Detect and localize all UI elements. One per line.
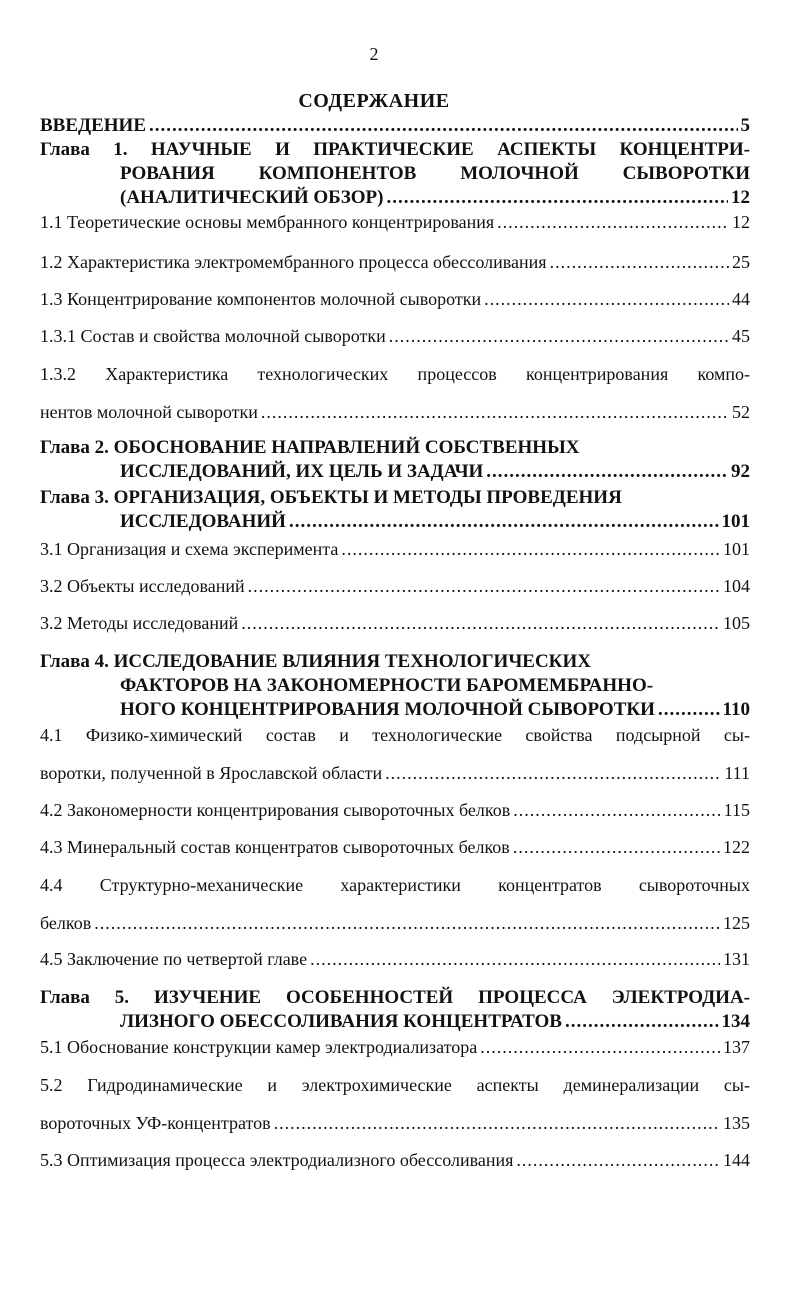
toc-entry-1-3-1 — [40, 324, 750, 348]
toc-entry-title-line: ИССЛЕДОВАНИЙ, ИХ ЦЕЛЬ И ЗАДАЧИ — [120, 461, 484, 482]
toc-entry-page: 12 — [732, 212, 750, 232]
toc-entry-title-line: ЛИЗНОГО ОБЕССОЛИВАНИЯ КОНЦЕНТРАТОВ — [120, 1011, 562, 1032]
toc-entry-page: 125 — [723, 913, 750, 933]
toc-entry-1-3 — [40, 287, 750, 311]
toc-entry-chapter-3 — [40, 486, 750, 534]
toc-entry-title: 4.5 Заключение по четвертой главе — [40, 949, 308, 969]
toc-entry-page: 5 — [740, 115, 750, 136]
toc-entry-page: 137 — [723, 1037, 750, 1057]
toc-entry-title-line: 5.2 Гидродинамические и электрохимические аспекты деминерализации сы- — [40, 1075, 750, 1095]
toc-entry-page: 115 — [723, 800, 750, 820]
toc-entry-intro — [40, 114, 750, 138]
toc-entry-page: 134 — [721, 1011, 750, 1032]
toc-entry-title: ВВЕДЕНИЕ — [40, 115, 146, 136]
toc-entry-1-1 — [40, 210, 750, 234]
toc-entry-page: 101 — [721, 511, 750, 532]
toc-entry-4-4 — [40, 873, 750, 935]
toc-entry-page: 135 — [723, 1113, 750, 1133]
toc-entry-5-2 — [40, 1073, 750, 1135]
toc-entry-page: 104 — [723, 576, 750, 596]
toc-entry-title: 3.2 Методы исследований — [40, 613, 239, 633]
toc-entry-title-line: ИССЛЕДОВАНИЙ — [120, 511, 286, 532]
toc-entry-title-line: вороточных УФ-концентратов — [40, 1113, 271, 1133]
toc-entry-title-line: воротки, полученной в Ярославской области — [40, 763, 383, 783]
toc-entry-title: 5.3 Оптимизация процесса электродиализного обессоливания — [40, 1150, 514, 1170]
toc-entry-page: 101 — [723, 539, 750, 559]
toc-entry-title: 1.1 Теоретические основы мембранного концентрирования — [40, 212, 495, 232]
toc-entry-title: 4.2 Закономерности концентрирования сывороточных белков — [40, 800, 511, 820]
toc-entry-page: 12 — [731, 187, 750, 208]
page-title: СОДЕРЖАНИЕ — [298, 90, 450, 112]
toc-entry-5-1 — [40, 1035, 750, 1059]
toc-entry-title-line: РОВАНИЯ КОМПОНЕНТОВ МОЛОЧНОЙ СЫВОРОТКИ — [120, 163, 750, 184]
toc-entry-title: 1.2 Характеристика электромембранного процесса обессоливания — [40, 252, 547, 272]
toc-entry-4-3 — [40, 835, 750, 859]
toc-entry-page: 131 — [723, 949, 750, 969]
toc-entry-title: 1.3 Концентрирование компонентов молочной сыворотки — [40, 289, 482, 309]
toc-entry-5-3 — [40, 1148, 750, 1172]
toc-entry-page: 105 — [723, 613, 750, 633]
toc-entry-title-line: Глава 4. ИССЛЕДОВАНИЕ ВЛИЯНИЯ ТЕХНОЛОГИЧЕСКИХ — [40, 651, 591, 672]
toc-entry-page: 45 — [732, 326, 750, 346]
toc-entry-title-line: нентов молочной сыворотки — [40, 402, 258, 422]
toc-entry-title-line: 4.1 Физико-химический состав и технологические свойства подсырной сы- — [40, 725, 750, 745]
toc-entry-4-2 — [40, 798, 750, 822]
toc-entry-page: 44 — [732, 289, 750, 309]
toc-entry-page: 110 — [722, 699, 750, 720]
toc-entry-1-3-2 — [40, 362, 750, 424]
toc-entry-4-1 — [40, 723, 750, 785]
toc-entry-title: 4.3 Минеральный состав концентратов сывороточных белков — [40, 837, 510, 857]
toc-entry-title-line: Глава 3. ОРГАНИЗАЦИЯ, ОБЪЕКТЫ И МЕТОДЫ ПРОВЕДЕНИЯ — [40, 487, 622, 508]
toc-entry-3-1 — [40, 537, 750, 561]
toc-entry-title: 5.1 Обоснование конструкции камер электродиализатора — [40, 1037, 478, 1057]
toc-entry-title-line: Глава 1. НАУЧНЫЕ И ПРАКТИЧЕСКИЕ АСПЕКТЫ КОНЦЕНТРИ- — [40, 139, 750, 160]
toc-entry-page: 122 — [723, 837, 750, 857]
toc-entry-page: 25 — [732, 252, 750, 272]
toc-entry-chapter-5 — [40, 986, 750, 1034]
toc-entry-title-line: 4.4 Структурно-механические характеристики концентратов сывороточных — [40, 875, 750, 895]
toc-entry-title: 3.2 Объекты исследований — [40, 576, 245, 596]
toc-entry-4-5 — [40, 947, 750, 971]
toc-entry-title-line: НОГО КОНЦЕНТРИРОВАНИЯ МОЛОЧНОЙ СЫВОРОТКИ — [120, 699, 655, 720]
toc-entry-title-line: Глава 5. ИЗУЧЕНИЕ ОСОБЕННОСТЕЙ ПРОЦЕССА ЭЛЕКТРОДИА- — [40, 987, 750, 1008]
toc-entry-chapter-4 — [40, 650, 750, 722]
toc-entry-title-line: (АНАЛИТИЧЕСКИЙ ОБЗОР) — [120, 187, 384, 208]
toc-entry-page: 144 — [723, 1150, 750, 1170]
toc-entry-chapter-2 — [40, 436, 750, 484]
toc-entry-title: 1.3.1 Состав и свойства молочной сыворотки — [40, 326, 386, 346]
page-number: 2 — [369, 44, 379, 64]
toc-entry-1-2 — [40, 250, 750, 274]
toc-entry-title-line: 1.3.2 Характеристика технологических процессов концентрирования компо- — [40, 364, 750, 384]
toc-entry-title: 3.1 Организация и схема эксперимента — [40, 539, 339, 559]
toc-entry-title-line: белков — [40, 913, 92, 933]
toc-entry-chapter-1 — [40, 138, 750, 210]
toc-entry-title-line: Глава 2. ОБОСНОВАНИЕ НАПРАВЛЕНИЙ СОБСТВЕННЫХ — [40, 437, 580, 458]
toc-entry-3-3 — [40, 611, 750, 635]
toc-entry-page: 92 — [731, 461, 750, 482]
toc-entry-title-line: ФАКТОРОВ НА ЗАКОНОМЕРНОСТИ БАРОМЕМБРАННО- — [120, 675, 654, 696]
toc-entry-page: 52 — [732, 402, 750, 422]
toc-entry-page: 111 — [724, 763, 750, 783]
toc-entry-3-2 — [40, 574, 750, 598]
